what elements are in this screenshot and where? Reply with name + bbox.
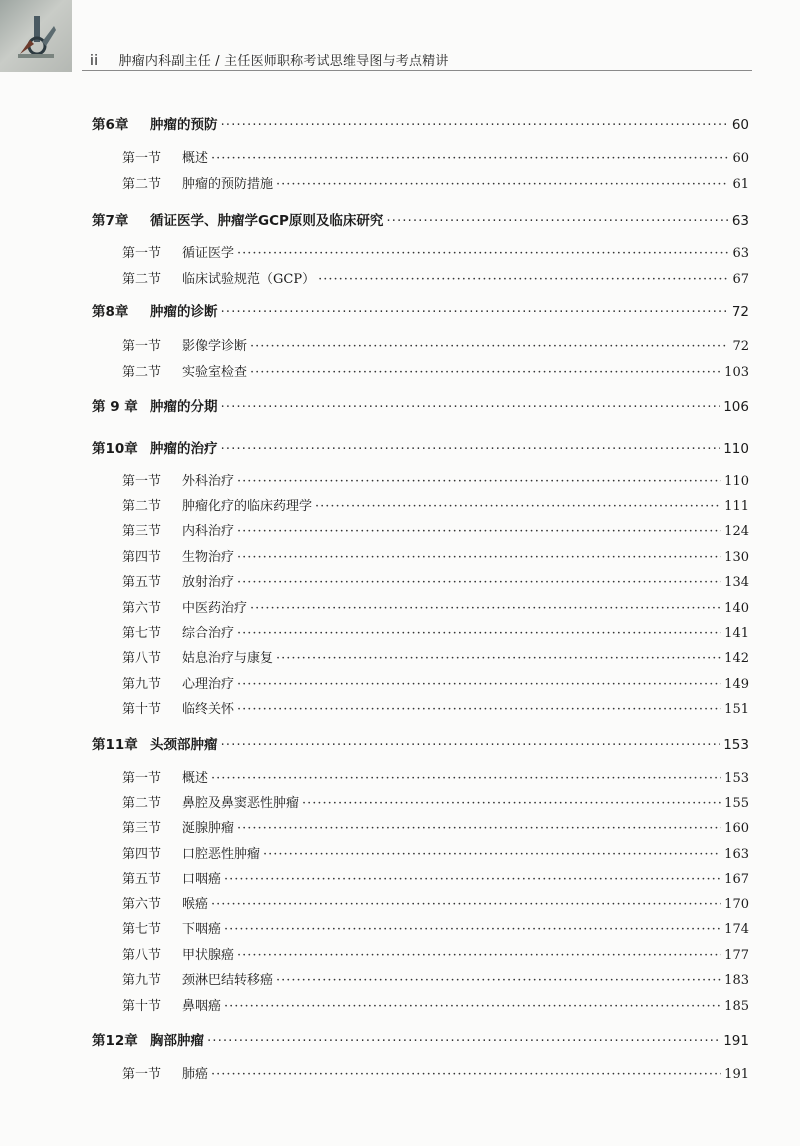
chapter-number: 第7章	[92, 213, 129, 229]
page-reference: 63	[731, 213, 749, 229]
section-number: 第五节	[122, 575, 162, 590]
toc-section-row	[122, 571, 749, 590]
medical-instruments-icon	[16, 14, 58, 60]
toc-section-row	[122, 673, 749, 692]
page-reference: 134	[724, 575, 749, 590]
leader-dots	[318, 272, 728, 287]
section-title: 姑息治疗与康复	[182, 651, 274, 666]
leader-dots	[224, 872, 721, 887]
leader-dots	[221, 399, 721, 415]
page-reference: 155	[724, 796, 749, 811]
toc-section-row	[122, 792, 749, 811]
section-title: 概述	[182, 771, 209, 786]
page-reference: 170	[724, 897, 749, 912]
toc-section-row	[122, 495, 749, 514]
section-number: 第四节	[122, 550, 162, 565]
leader-dots	[237, 677, 721, 692]
section-title: 影像学诊断	[182, 339, 248, 354]
section-title: 鼻咽癌	[182, 999, 222, 1014]
section-title: 甲状腺癌	[182, 948, 235, 963]
page-reference: 163	[724, 847, 749, 862]
section-title: 口咽癌	[182, 872, 222, 887]
corner-illustration	[0, 0, 72, 72]
leader-dots	[207, 1033, 720, 1049]
page-reference: 185	[724, 999, 749, 1014]
leader-dots	[276, 651, 721, 666]
toc-section-row	[122, 622, 749, 641]
page-reference: 191	[724, 1067, 749, 1082]
section-title: 口腔恶性肿瘤	[182, 847, 261, 862]
section-title: 外科治疗	[182, 474, 235, 489]
leader-dots	[276, 973, 721, 988]
toc-chapter-row	[92, 113, 749, 133]
section-number: 第二节	[122, 177, 162, 192]
section-title: 临终关怀	[182, 702, 235, 717]
leader-dots	[276, 177, 728, 192]
section-title: 放射治疗	[182, 575, 235, 590]
chapter-title: 胸部肿瘤	[150, 1033, 204, 1049]
section-number: 第二节	[122, 365, 162, 380]
leader-dots	[211, 1067, 721, 1082]
leader-dots	[386, 213, 728, 229]
toc-section-row	[122, 597, 749, 616]
leader-dots	[237, 821, 721, 836]
section-title: 临床试验规范（GCP）	[182, 272, 316, 287]
leader-dots	[237, 524, 721, 539]
page-reference: 140	[724, 601, 749, 616]
chapter-title: 肿瘤的诊断	[150, 304, 218, 320]
leader-dots	[237, 626, 721, 641]
toc-section-row	[122, 546, 749, 565]
toc-chapter-row	[92, 733, 749, 753]
section-title: 颈淋巴结转移癌	[182, 973, 274, 988]
toc-section-row	[122, 335, 749, 354]
section-title: 循证医学	[182, 246, 235, 261]
book-title: 肿瘤内科副主任 / 主任医师职称考试思维导图与考点精讲	[118, 54, 449, 69]
page-reference: 110	[724, 474, 749, 489]
section-title: 下咽癌	[182, 922, 222, 937]
toc-section-row	[122, 969, 749, 988]
toc-chapter-row	[92, 395, 749, 415]
leader-dots	[237, 948, 721, 963]
section-number: 第六节	[122, 897, 162, 912]
leader-dots	[221, 441, 721, 457]
section-title: 综合治疗	[182, 626, 235, 641]
section-number: 第四节	[122, 847, 162, 862]
toc-chapter-row	[92, 209, 749, 229]
page-reference: 130	[724, 550, 749, 565]
section-number: 第六节	[122, 601, 162, 616]
chapter-number: 第10章	[92, 441, 138, 457]
leader-dots	[211, 897, 721, 912]
page-reference: 160	[724, 821, 749, 836]
leader-dots	[211, 771, 721, 786]
toc-section-row	[122, 767, 749, 786]
section-title: 肺癌	[182, 1067, 209, 1082]
toc-section-row	[122, 893, 749, 912]
toc-chapter-row	[92, 1029, 749, 1049]
section-number: 第五节	[122, 872, 162, 887]
toc-section-row	[122, 647, 749, 666]
page-reference: 153	[724, 771, 749, 786]
section-title: 喉癌	[182, 897, 209, 912]
page-reference: 60	[731, 117, 749, 133]
page-reference: 61	[732, 177, 749, 192]
page-reference: 174	[724, 922, 749, 937]
toc-chapter-row	[92, 437, 749, 457]
leader-dots	[221, 117, 729, 133]
section-number: 第二节	[122, 499, 162, 514]
toc-section-row	[122, 242, 749, 261]
section-title: 肿瘤化疗的临床药理学	[182, 499, 313, 514]
page-reference: 183	[724, 973, 749, 988]
page-reference: 149	[724, 677, 749, 692]
leader-dots	[221, 304, 729, 320]
section-number: 第十节	[122, 999, 162, 1014]
toc-section-row	[122, 843, 749, 862]
section-title: 肿瘤的预防措施	[182, 177, 274, 192]
toc-section-row	[122, 470, 749, 489]
section-number: 第八节	[122, 651, 162, 666]
page-reference: 111	[724, 499, 749, 514]
page-reference: 67	[732, 272, 749, 287]
toc-section-row	[122, 520, 749, 539]
section-number: 第十节	[122, 702, 162, 717]
section-title: 心理治疗	[182, 677, 235, 692]
page-reference: 151	[724, 702, 749, 717]
section-title: 生物治疗	[182, 550, 235, 565]
toc-chapter-row	[92, 300, 749, 320]
toc-section-row	[122, 698, 749, 717]
leader-dots	[211, 151, 728, 166]
leader-dots	[315, 499, 721, 514]
section-number: 第一节	[122, 771, 162, 786]
leader-dots	[263, 847, 721, 862]
leader-dots	[237, 575, 721, 590]
toc-section-row	[122, 173, 749, 192]
section-number: 第九节	[122, 973, 162, 988]
leader-dots	[237, 474, 721, 489]
section-number: 第一节	[122, 246, 162, 261]
section-number: 第八节	[122, 948, 162, 963]
leader-dots	[224, 922, 721, 937]
section-number: 第三节	[122, 524, 162, 539]
chapter-number: 第12章	[92, 1033, 138, 1049]
header-divider	[82, 70, 752, 71]
chapter-number: 第11章	[92, 737, 138, 753]
page-reference: 177	[724, 948, 749, 963]
page-reference: 141	[724, 626, 749, 641]
page-reference: 72	[731, 304, 749, 320]
page-reference: 60	[732, 151, 749, 166]
leader-dots	[302, 796, 721, 811]
page-reference: 124	[724, 524, 749, 539]
page-reference: 63	[732, 246, 749, 261]
section-number: 第二节	[122, 272, 162, 287]
chapter-title: 头颈部肿瘤	[150, 737, 218, 753]
chapter-number: 第6章	[92, 117, 129, 133]
chapter-title: 肿瘤的预防	[150, 117, 218, 133]
section-title: 鼻腔及鼻窦恶性肿瘤	[182, 796, 300, 811]
section-title: 内科治疗	[182, 524, 235, 539]
chapter-title: 肿瘤的分期	[150, 399, 218, 415]
section-number: 第七节	[122, 922, 162, 937]
page-reference: 167	[724, 872, 749, 887]
toc-section-row	[122, 268, 749, 287]
chapter-title: 循证医学、肿瘤学GCP原则及临床研究	[150, 213, 384, 229]
section-title: 概述	[182, 151, 209, 166]
leader-dots	[250, 339, 728, 354]
section-title: 实验室检查	[182, 365, 248, 380]
leader-dots	[250, 365, 721, 380]
leader-dots	[221, 737, 721, 753]
section-title: 中医药治疗	[182, 601, 248, 616]
page-reference: 153	[723, 737, 749, 753]
page-number: ii	[90, 53, 99, 69]
chapter-number: 第 9 章	[92, 399, 138, 415]
leader-dots	[237, 702, 721, 717]
page-reference: 110	[723, 441, 749, 457]
page-reference: 191	[723, 1033, 749, 1049]
leader-dots	[237, 246, 728, 261]
section-number: 第一节	[122, 339, 162, 354]
toc-section-row	[122, 944, 749, 963]
page-reference: 103	[724, 365, 749, 380]
section-number: 第三节	[122, 821, 162, 836]
toc-section-row	[122, 147, 749, 166]
leader-dots	[237, 550, 721, 565]
section-number: 第七节	[122, 626, 162, 641]
toc-section-row	[122, 868, 749, 887]
page-reference: 72	[732, 339, 749, 354]
leader-dots	[224, 999, 721, 1014]
chapter-number: 第8章	[92, 304, 129, 320]
toc-section-row	[122, 1063, 749, 1082]
toc-section-row	[122, 817, 749, 836]
section-number: 第一节	[122, 474, 162, 489]
toc-section-row	[122, 918, 749, 937]
section-title: 涎腺肿瘤	[182, 821, 235, 836]
page-reference: 142	[724, 651, 749, 666]
section-number: 第二节	[122, 796, 162, 811]
page-reference: 106	[723, 399, 749, 415]
running-header	[90, 50, 449, 69]
section-number: 第九节	[122, 677, 162, 692]
toc-section-row	[122, 995, 749, 1014]
section-number: 第一节	[122, 151, 162, 166]
leader-dots	[250, 601, 721, 616]
chapter-title: 肿瘤的治疗	[150, 441, 218, 457]
section-number: 第一节	[122, 1067, 162, 1082]
toc-section-row	[122, 361, 749, 380]
